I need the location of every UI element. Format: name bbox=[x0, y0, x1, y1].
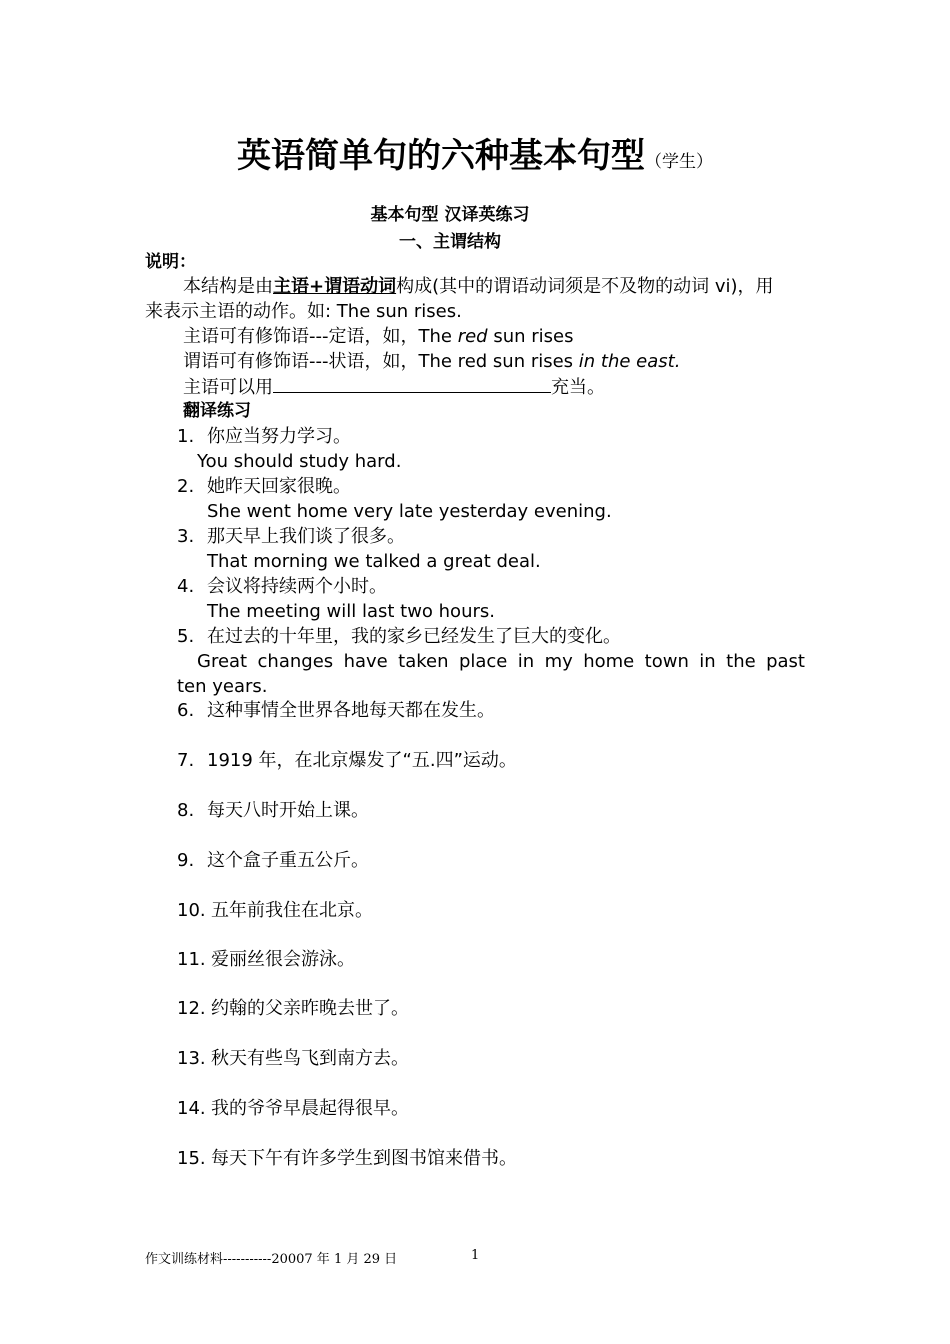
document-title bbox=[0, 128, 950, 177]
answer-text: You should study hard. bbox=[197, 451, 402, 472]
list-item: 4. 会议将持续两个小时。 bbox=[177, 576, 387, 597]
answer-text: She went home very late yesterday evening. bbox=[207, 501, 612, 522]
list-item: 8. 每天八时开始上课。 bbox=[177, 800, 369, 821]
list-item: 1. 你应当努力学习。 bbox=[177, 426, 351, 447]
list-item: 5. 在过去的十年里，我的家乡已经发生了巨大的变化。 bbox=[177, 626, 621, 647]
page-number: 1 bbox=[471, 1248, 480, 1263]
answer-text: Great changes have taken place in my home town in the past bbox=[197, 651, 805, 672]
list-item: 11. 爱丽丝很会游泳。 bbox=[177, 949, 355, 970]
explain-line2: 来表示主语的动作。如: The sun rises. bbox=[145, 301, 462, 322]
list-item: 7. 1919 年，在北京爆发了“五.四”运动。 bbox=[177, 750, 517, 771]
list-item: 6. 这种事情全世界各地每天都在发生。 bbox=[177, 700, 495, 721]
list-item: 9. 这个盒子重五公斤。 bbox=[177, 850, 369, 871]
title-main: 英语简单句的六种基本句型 bbox=[237, 136, 645, 176]
subtitle-practice: 基本句型 汉译英练习 bbox=[370, 205, 530, 225]
answer-text: That morning we talked a great deal. bbox=[207, 551, 541, 572]
list-item: 15. 每天下午有许多学生到图书馆来借书。 bbox=[177, 1148, 517, 1169]
subject-modifier-line: 主语可有修饰语---定语，如，The red sun rises bbox=[183, 326, 574, 347]
explain-line1: 本结构是由主语+谓语动词构成(其中的谓语动词须是不及物的动词 vi)，用 bbox=[183, 276, 774, 297]
answer-text-continued: ten years. bbox=[177, 676, 268, 697]
list-item: 13. 秋天有些鸟飞到南方去。 bbox=[177, 1048, 409, 1069]
fill-blank bbox=[273, 374, 551, 393]
section-heading: 一、主谓结构 bbox=[399, 232, 501, 252]
footer-text: 作文训练材料-----------20007 年 1 月 29 日 bbox=[145, 1252, 398, 1267]
list-item: 3. 那天早上我们谈了很多。 bbox=[177, 526, 405, 547]
list-item: 12. 约翰的父亲昨晚去世了。 bbox=[177, 998, 409, 1019]
list-item: 14. 我的爷爷早晨起得很早。 bbox=[177, 1098, 409, 1119]
subject-use-line: 主语可以用 充当。 bbox=[183, 374, 605, 400]
explain-label: 说明： bbox=[145, 252, 196, 272]
list-item: 2. 她昨天回家很晚。 bbox=[177, 476, 351, 497]
answer-text: The meeting will last two hours. bbox=[207, 601, 495, 622]
explain-highlight: 主语+谓语动词 bbox=[273, 276, 397, 297]
list-item: 10. 五年前我住在北京。 bbox=[177, 900, 373, 921]
predicate-modifier-line: 谓语可有修饰语---状语，如，The red sun rises in the east. bbox=[183, 351, 681, 372]
title-suffix: （学生） bbox=[645, 152, 713, 172]
practice-label: 翻译练习 bbox=[183, 401, 251, 421]
